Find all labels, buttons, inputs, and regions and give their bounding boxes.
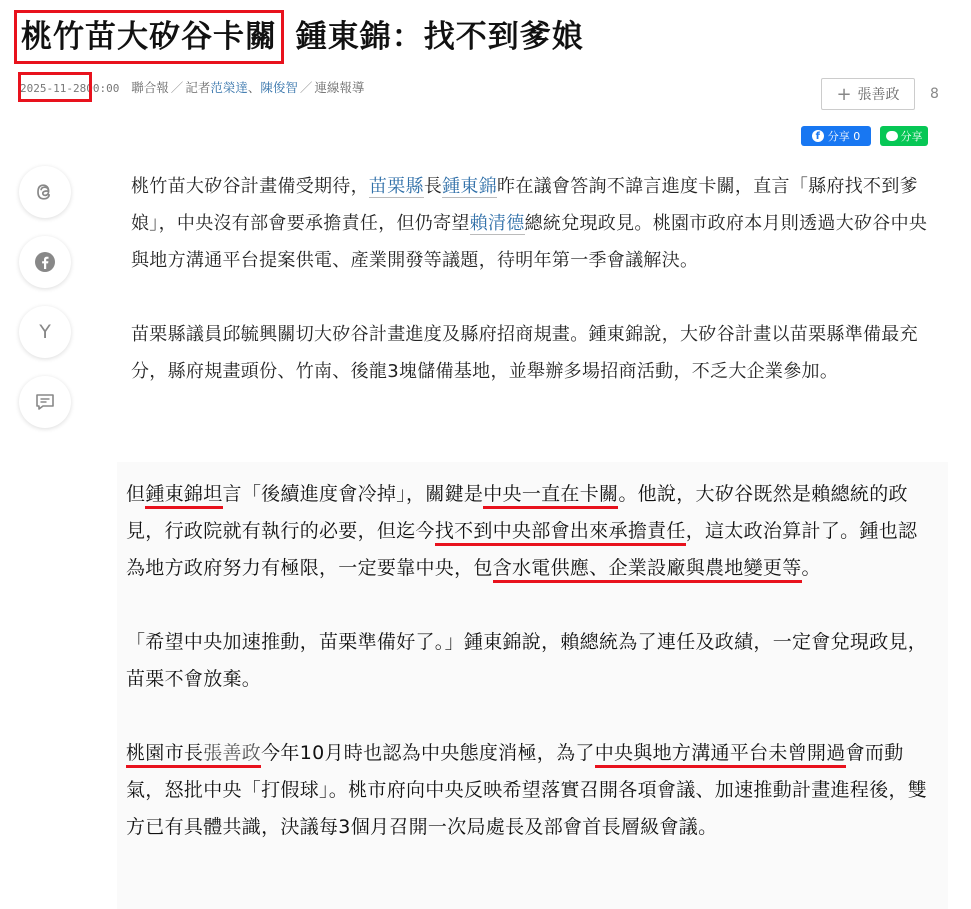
- headline: [20, 10, 584, 64]
- line-share-label: 分享: [900, 130, 923, 143]
- publish-date: 2025-11-28: [20, 82, 87, 95]
- meta-separator: ／: [170, 80, 184, 95]
- yahoo-icon[interactable]: Y: [19, 306, 71, 358]
- underlined-text-part: 桃園市長: [126, 742, 204, 764]
- paragraph-text: 長: [423, 176, 443, 197]
- paragraph-text: 總統兌現政見。桃園市政府本月則透過大矽谷中央與地方溝通平台提案供電、產業開發等議題，待明年第一季會議解決。: [131, 213, 928, 271]
- paragraph-text: 會而動氣，怒批中央「打假球」。桃市府向中央反映希望落實召開各項會議、加速推動計畫進程後，雙方已有具體共識，決議每3個月召開一次局處長及部會首長層級會議。: [126, 742, 928, 838]
- keyword-link[interactable]: 張善政: [203, 742, 262, 764]
- facebook-share-button[interactable]: [801, 126, 871, 146]
- underlined-text: [126, 742, 261, 768]
- paragraph-text: 言「後續進度會冷掉」，關鍵是: [222, 483, 484, 505]
- headline-rest: 鍾東錦：找不到爹娘: [295, 19, 584, 55]
- article-body-bottom: [126, 476, 928, 846]
- line-share-button[interactable]: [880, 126, 928, 146]
- underlined-text: 中央一直在卡關: [483, 483, 618, 509]
- headline-highlighted: 桃竹苗大矽谷卡關: [14, 10, 284, 64]
- plus-icon: +: [836, 83, 852, 105]
- author-separator: 、: [247, 80, 261, 95]
- follow-button[interactable]: [821, 78, 915, 110]
- author-link[interactable]: 范榮達: [210, 80, 248, 95]
- paragraph-text: 今年10月時也認為中央態度消極，為了: [261, 742, 595, 764]
- paragraph-text: 桃竹苗大矽谷計畫備受期待，: [131, 176, 369, 197]
- date-highlight-box: [18, 72, 92, 102]
- article-paragraph: [126, 735, 928, 846]
- paragraph-text: 昨在議會答詢不諱言進度卡關，直言「縣府找不到爹娘」，中央沒有部會要承擔責任，但仍寄望: [131, 176, 918, 234]
- paragraph-text: 但: [126, 483, 146, 505]
- facebook-icon[interactable]: [19, 236, 71, 288]
- article-paragraph: [131, 168, 931, 279]
- author-link[interactable]: 陳俊智: [260, 80, 298, 95]
- threads-icon[interactable]: [19, 166, 71, 218]
- comment-icon[interactable]: [19, 376, 71, 428]
- meta-separator: ／: [299, 80, 313, 95]
- paragraph-text: 。他說，大矽谷既然是賴總統的政見，行政院就有執行的必要，但迄今: [126, 483, 908, 542]
- article-body-top: [131, 168, 931, 390]
- facebook-share-label: 分享 0: [827, 130, 861, 143]
- paragraph-text: ，這太政治算計了。鍾也認為地方政府努力有極限，一定要靠中央，包: [126, 520, 918, 579]
- line-icon: [886, 131, 898, 141]
- dateline: 連線報導: [314, 80, 365, 95]
- follow-label: 張善政: [857, 87, 900, 103]
- article-paragraph: 「希望中央加速推動，苗栗準備好了。」鍾東錦說，賴總統為了連任及政績，一定會兌現政見，苗栗不會放棄。: [126, 631, 928, 690]
- article-meta: [20, 78, 364, 96]
- keyword-link[interactable]: 苗栗縣: [368, 176, 424, 197]
- follow-count: 8: [930, 86, 939, 102]
- underlined-text: 含水電供應、企業設廠與農地變更等: [493, 557, 802, 583]
- keyword-link[interactable]: 鍾東錦: [442, 176, 498, 197]
- underlined-text: 找不到中央部會出來承擔責任: [435, 520, 686, 546]
- facebook-icon: f: [812, 130, 824, 142]
- underlined-text: 中央與地方溝通平台未曾開過: [595, 742, 846, 768]
- publish-time: 00:00: [86, 82, 120, 95]
- keyword-link[interactable]: 賴清德: [469, 213, 525, 234]
- underlined-text: 鍾東錦坦: [145, 483, 222, 509]
- article-paragraph: [126, 476, 928, 587]
- article-paragraph: 苗栗縣議員邱毓興關切大矽谷計畫進度及縣府招商規畫。鍾東錦說，大矽谷計畫以苗栗縣準備最充分，縣府規畫頭份、竹南、後龍3塊儲備基地，並舉辦多場招商活動，不乏大企業參加。: [131, 324, 918, 382]
- paragraph-text: 。: [801, 557, 821, 579]
- source-name: 聯合報: [131, 80, 169, 95]
- reporter-label: 記者: [185, 80, 211, 95]
